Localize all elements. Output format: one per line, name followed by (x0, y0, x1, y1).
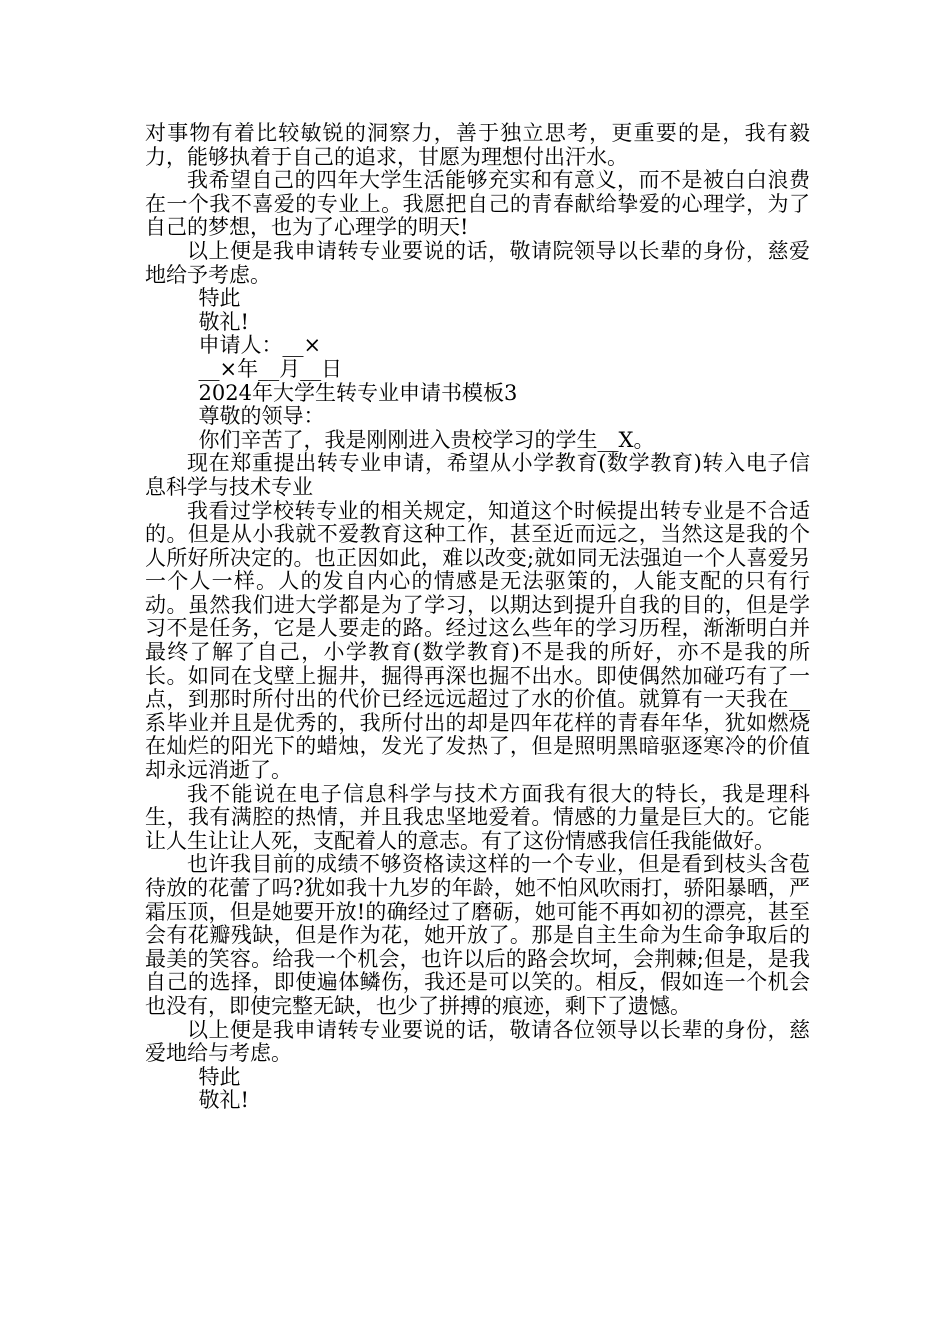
date-line: __×年__月__日 (198, 356, 343, 381)
greeting-line: 你们辛苦了，我是刚刚进入贵校学习的学生__X。 (198, 427, 655, 452)
applicant-line: 申请人：__× (198, 333, 322, 358)
paragraph-hope: 我希望自己的四年大学生活能够充实和有意义，而不是被白白浪费在一个我不喜爱的专业上。我愿把自己的青春献给挚爱的心理学，为了自己的梦想，也为了心理学的明天! (145, 168, 810, 240)
paragraph-reasons: 我看过学校转专业的相关规定，知道这个时候提出转专业是不合适的。但是从小我就不爱教育这种工作，甚至近而远之，当然这是我的个人所好所决定的。也正因如此，难以改变;就如同无法强迫一个人喜爱另一个人一样。人的发自内心的情感是无法驱策的，人能支配的只有行动。虽然我们进大学都是为了学习，以期达到提升自我的目的，但是学习不是任务，它是人要走的路。经过这么些年的学习历程，渐渐明白并最终了解了自己，小学教育(数学教育)不是我的所好，亦不是我的所长。如同在戈壁上掘井，掘得再深也掘不出水。即使偶然加碰巧有了一点，到那时所付出的代价已经远远超过了水的价值。就算有一天我在__系毕业并且是优秀的，我所付出的却是四年花样的青春年华，犹如燃烧在灿烂的阳光下的蜡烛，发光了发热了，但是照明黑暗驱逐寒冷的价值却永远消逝了。 (145, 498, 810, 783)
paragraph-closing-request: 以上便是我申请转专业要说的话，敬请院领导以长辈的身份，慈爱地给予考虑。 (145, 238, 810, 287)
closing-teci: 特此 (198, 286, 241, 311)
paragraph-application: 现在郑重提出转专业申请，希望从小学教育(数学教育)转入电子信息科学与技术专业 (145, 451, 810, 499)
closing-teci-2: 特此 (198, 1064, 241, 1089)
salutation: 尊敬的领导： (198, 404, 325, 429)
paragraph-passion: 我不能说在电子信息科学与技术方面我有很大的特长，我是理科生，我有满腔的热情，并且我忠坚地爱着。情感的力量是巨大的。它能让人生让让人死，支配着人的意志。有了这份情感我信任我能做好。 (145, 781, 810, 853)
paragraph-flower: 也许我目前的成绩不够资格读这样的一个专业，但是看到枝头含苞待放的花蕾了吗?犹如我十九岁的年龄，她不怕风吹雨打，骄阳暴晒，严霜压顶，但是她要开放!的确经过了磨砺，她可能不再如初的漂亮，甚至会有花瓣残缺，但是作为花，她开放了。那是自主生命为生命争取后的最美的笑容。给我一个机会，也许以后的路会坎坷，会荆棘;但是，是我自己的选择，即使遍体鳞伤，我还是可以笑的。相反，假如连一个机会也没有，即使完整无缺，也少了拼搏的痕迹，剩下了遗憾。 (145, 852, 810, 1018)
closing-salute: 敬礼! (198, 309, 249, 334)
template-title: 2024年大学生转专业申请书模板3 (198, 380, 518, 405)
paragraph-continuation: 对事物有着比较敏锐的洞察力，善于独立思考，更重要的是，我有毅力，能够执着于自己的追求，甘愿为理想付出汗水。 (145, 121, 810, 169)
closing-salute-2: 敬礼! (198, 1088, 249, 1113)
paragraph-final-request: 以上便是我申请转专业要说的话，敬请各位领导以长辈的身份，慈爱地给与考虑。 (145, 1017, 810, 1066)
document-page (145, 122, 810, 1113)
